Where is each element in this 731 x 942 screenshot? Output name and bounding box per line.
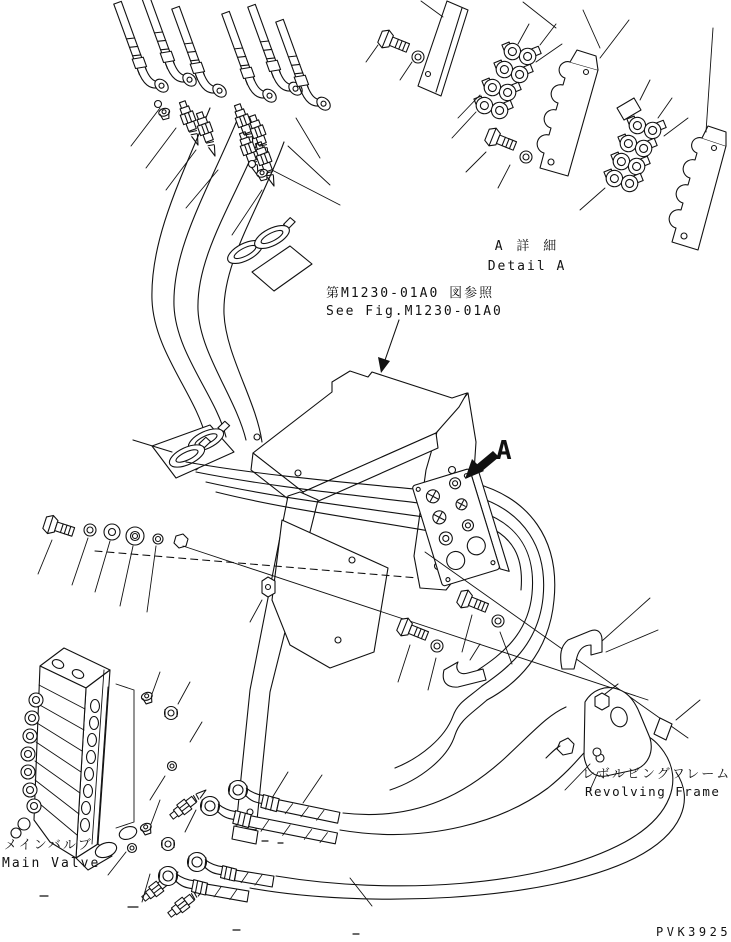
serrated-plate-2: [669, 138, 726, 250]
drawing-number: PVK3925: [656, 925, 731, 939]
detail-a-title-jp: A 詳 細: [494, 239, 560, 254]
reference-note: [326, 286, 503, 373]
main-valve-label-jp: メインバルブ: [4, 838, 93, 853]
hose-clamp-2: [561, 630, 602, 669]
leader-lines: [366, 1, 713, 210]
hose-fitting-cluster: [112, 0, 340, 235]
revolving-frame-label-jp: レボルビングフレーム: [582, 767, 731, 782]
reference-note-en: See Fig.M1230-01A0: [326, 304, 503, 319]
serrated-plate-1: [537, 62, 598, 176]
detail-a-view: [366, 1, 726, 250]
main-valve-label-en: Main Valve: [2, 856, 101, 871]
hose-clamp-1: [443, 662, 486, 687]
main-valve: [11, 648, 139, 870]
flat-bar: [418, 1, 468, 96]
reference-note-jp: 第M1230-01A0 図参照: [326, 286, 495, 301]
leader-lines: [131, 108, 340, 235]
view-arrow-label: A: [496, 436, 512, 466]
bundle-clamp-lower: [133, 420, 235, 478]
mount-bracket: [232, 492, 388, 844]
detail-a-title-en: Detail A: [487, 259, 567, 274]
revolving-frame-label-en: Revolving Frame: [585, 784, 721, 799]
